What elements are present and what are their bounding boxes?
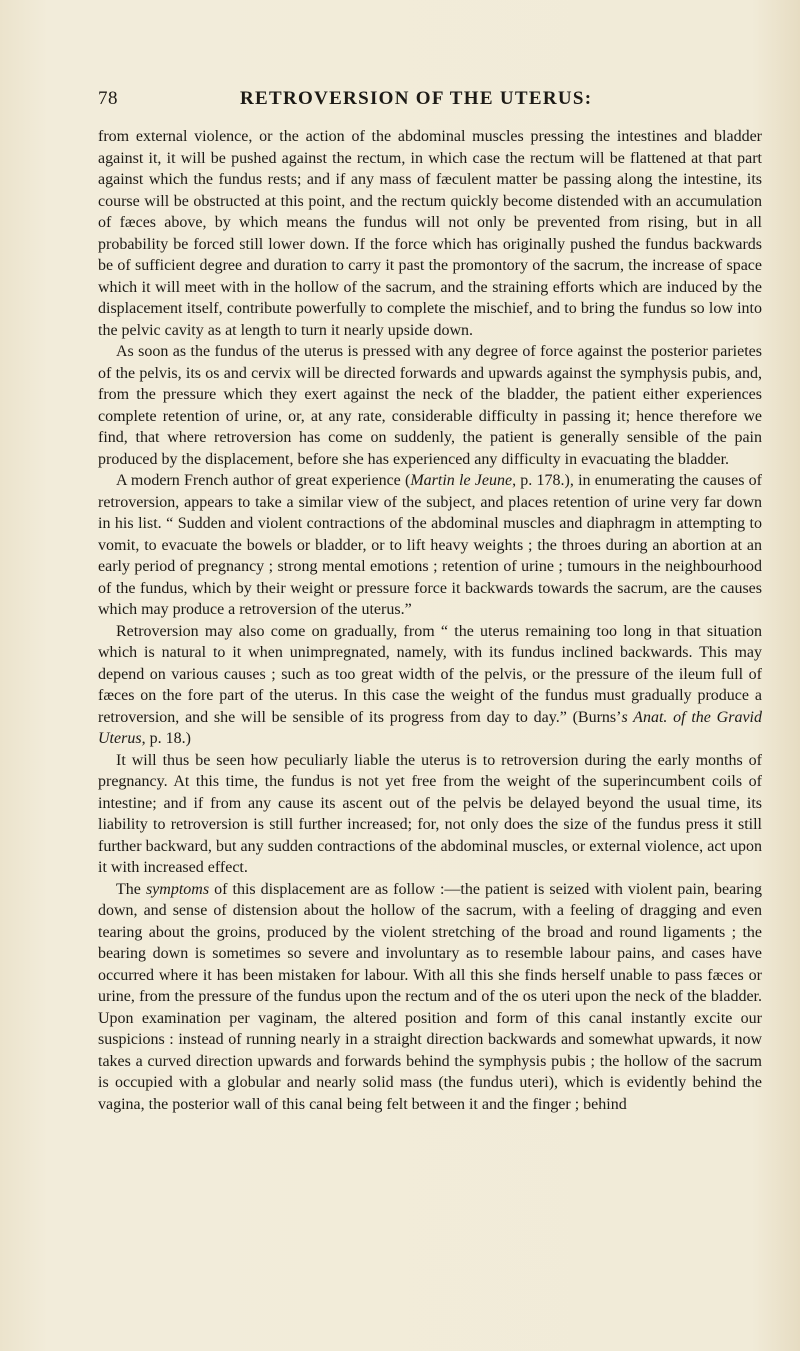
book-citation: s Anat. of the Gravid Uterus bbox=[98, 708, 762, 747]
paragraph-text: As soon as the fundus of the uterus is pressed with any degree of force against the posterior parietes of the pelvis, its os and cervix will be directed forwards and upwards against the symphysis pubis, and, from the pressure which they exert against the neck of the bladder, the patient either experiences complete retention of urine, or, at any rate, considerable difficulty in passing it; hence therefore we find, that where retroversion has come on suddenly, the patient is generally sensible of the pain produced by the displacement, before she has experienced any difficulty in evacuating the bladder. bbox=[98, 343, 762, 468]
paragraph-3 bbox=[98, 470, 762, 621]
paragraph-text: from external violence, or the action of the abdominal muscles pressing the intestines and bladder against it, it will be pushed against the rectum, in which case the rectum will be flattened at that part against which the fundus rests; and if any mass of fæculent matter be passing along the intestine, its course will be obstructed at this point, and the rectum quickly become distended with an accumulation of fæces above, by which means the fundus will not only be prevented from rising, but in all probability be forced still lower down. If the force which has originally pushed the fundus backwards be of sufficient degree and duration to carry it past the promontory of the sacrum, the increase of space which it will meet with in the hollow of the sacrum, and the straining efforts which are induced by the displacement itself, contribute powerfully to complete the mischief, and to bring the fundus so low into the pelvic cavity as at length to turn it nearly upside down. bbox=[98, 128, 762, 339]
emphasis-symptoms: symptoms bbox=[145, 880, 210, 898]
paragraph-2 bbox=[98, 341, 762, 470]
paragraph-1 bbox=[98, 126, 762, 341]
paragraph-text: of this displacement are as follow :—the patient is seized with violent pain, bearing down, and sense of distension about the hollow of the sacrum, with a feeling of dragging and even tearing about the groins, produced by the violent stretching of the broad and round ligaments ; the bearing down is sometimes so severe and involuntary as to resemble labour pains, and cases have occurred where it has been mistaken for labour. With all this she finds herself unable to pass fæces or urine, from the pressure of the fundus upon the rectum and of the os uteri upon the neck of the bladder. Upon examination per vaginam, the altered position and form of this canal instantly excite our suspicions : instead of running nearly in a straight direction backwards and somewhat upwards, it now takes a curved direction upwards and forwards behind the symphysis pubis ; the hollow of the sacrum is occupied with a globular and nearly solid mass (the fundus uteri), which is evidently behind the vagina, the posterior wall of this canal being felt between it and the finger ; behind bbox=[98, 880, 762, 1113]
paragraph-6 bbox=[98, 879, 762, 1116]
paragraph-text: , p. 18.) bbox=[141, 730, 191, 747]
body-text bbox=[98, 126, 762, 1115]
paragraph-4 bbox=[98, 621, 762, 750]
running-title: RETROVERSION OF THE UTERUS: bbox=[240, 88, 593, 109]
paragraph-text: A modern French author of great experience ( bbox=[116, 472, 411, 489]
paragraph-text: It will thus be seen how peculiarly liable the uterus is to retroversion during the early months of pregnancy. At this time, the fundus is not yet free from the weight of the superincumbent coils of intestine; and if from any cause its ascent out of the pelvis be delayed beyond the usual time, its liability to retroversion is still further increased; for, not only does the size of the fundus press it still further backward, but any sudden contractions of the abdominal muscles, or external violence, act upon it with increased effect. bbox=[98, 751, 762, 876]
paragraph-5 bbox=[98, 750, 762, 879]
page-number: 78 bbox=[98, 88, 118, 109]
paragraph-text: Retroversion may also come on gradually, from “ the uterus remaining too long in that situation which is natural to it when unimpregnated, namely, with its fundus inclined backwards. This may depend on various causes ; such as too great width of the pelvis, or the pressure of the ileum full of fæces on the fore part of the uterus. In this case the weight of the fundus must gradually produce a retroversion, and she will be sensible of its progress from day to day.” (Burns’ bbox=[98, 622, 762, 726]
page-header bbox=[70, 88, 760, 118]
author-citation: Martin le Jeune bbox=[410, 472, 513, 489]
paragraph-text: The bbox=[116, 880, 146, 898]
paragraph-text: , p. 178.), in enumerating the causes of retroversion, appears to take a similar view of the subject, and places retention of urine very far down in his list. “ Sudden and violent contractions of the abdominal muscles and diaphragm in attempting to vomit, to evacuate the bowels or bladder, or to lift heavy weights ; the throes during an abortion at an early period of pregnancy ; strong mental emotions ; retention of urine ; tumours in the neighbourhood of the fundus, which by their weight or pressure force it backwards towards the sacrum, are the causes which may produce a retroversion of the uterus.” bbox=[98, 472, 763, 618]
